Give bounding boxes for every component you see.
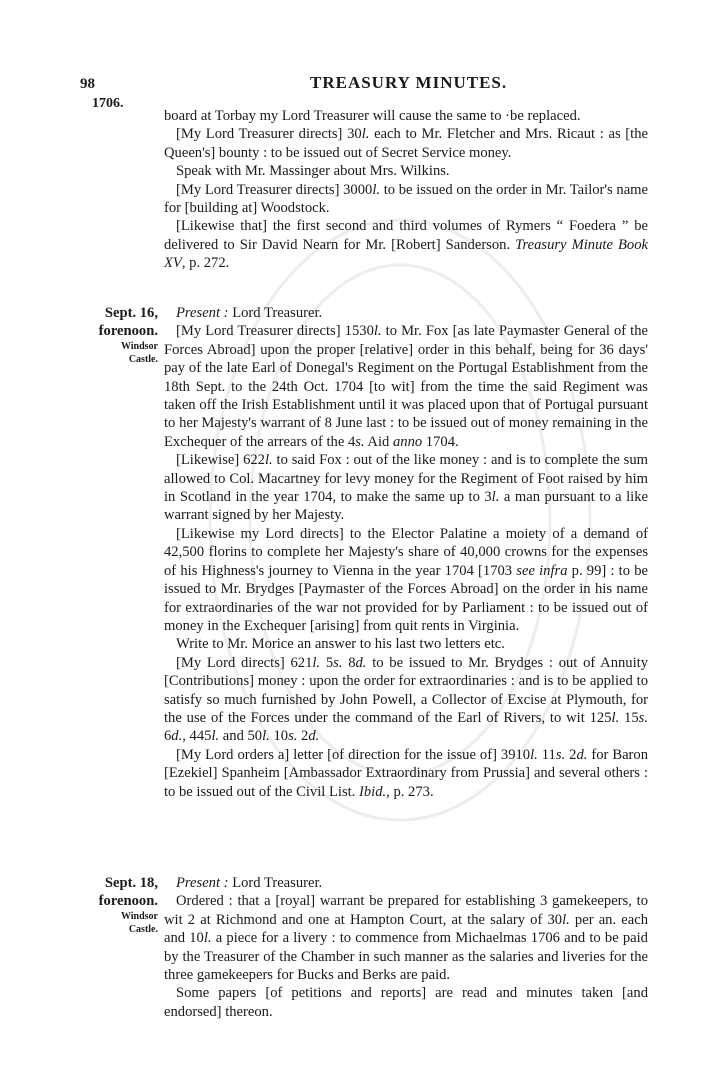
paragraph	[164, 874, 648, 892]
text-run: l.	[211, 728, 220, 745]
date-margin-note	[70, 874, 158, 936]
text-run: l.	[264, 452, 273, 469]
text-run: 2	[297, 728, 309, 745]
text-run: 10	[269, 728, 289, 745]
text-run: a piece for a livery : to commence from Michaelmas 1706 and to be paid by the Treasurer of the Chamber in such manner as the salaries and liveries for the three gamekeepers for Bucks and Berks are paid.	[164, 930, 648, 984]
text-run: l.	[203, 930, 212, 947]
text-run: , 445	[182, 728, 212, 745]
text-run: board at Torbay my Lord Treasurer will cause the same to	[164, 108, 506, 124]
text-run: ·be replaced.	[505, 108, 581, 124]
text-run: Lord Treasurer.	[228, 305, 323, 321]
margin-place2: Castle.	[128, 924, 158, 935]
text-run: per an. each and 10	[164, 911, 648, 947]
text-run: a man pursuant to a like warrant signed by her Majesty.	[164, 489, 649, 524]
text-run: to be issued to Mr. Brydges : out of Annuity [Contributions] money : upon the order for extraordinaries : and is to be applied to satisfy so much furnished by John Powell, a Collector of Excise at Plymouth, for the use of the Forces under the command of the Earl of Rivers, to wit 125	[164, 654, 649, 726]
text-run: 1704.	[422, 433, 459, 450]
text-run: Speak with Mr. Massinger about Mrs. Wilkins.	[176, 163, 450, 180]
text-run: Lord Treasurer.	[228, 875, 323, 891]
text-run: s.	[638, 709, 648, 726]
paragraph	[164, 984, 648, 1021]
text-run: 5	[320, 654, 334, 671]
text-run: 2	[565, 746, 577, 763]
margin-place2: Castle.	[128, 354, 158, 365]
paragraph	[164, 746, 648, 801]
text-run: Ordered : that a [royal] warrant be prepared for establishing 3 gamekeepers, to wit 2 at Richmond and one at Hampton Court, at the salary of 30	[164, 893, 648, 928]
text-run: l.	[312, 654, 321, 671]
text-run: l.	[372, 181, 381, 198]
paragraph	[164, 451, 648, 525]
text-run: Aid	[364, 433, 393, 450]
paragraph	[164, 525, 648, 635]
text-run: [My Lord Treasurer directs] 1530	[176, 323, 374, 340]
text-run: for Baron [Ezekiel] Spanheim [Ambassador Extraordinary from Prussia] and several others : to be issued out of the Civil List.	[164, 746, 649, 800]
text-run: d.	[308, 728, 320, 745]
running-head: TREASURY MINUTES.	[310, 73, 508, 92]
paragraph	[164, 217, 648, 272]
date-margin-note	[70, 304, 158, 366]
text-run: s.	[288, 728, 298, 745]
text-run: see infra	[516, 562, 568, 579]
text-run: [My Lord orders a] letter [of direction for the issue of] 3910	[176, 746, 531, 763]
text-run: l.	[611, 709, 620, 726]
text-run: to be issued on the order in Mr. Tailor's name for [building at] Woodstock.	[164, 181, 648, 217]
text-run: s.	[333, 654, 343, 671]
text-run: anno	[392, 433, 423, 450]
text-run: Present :	[176, 875, 229, 891]
paragraph	[164, 654, 648, 746]
text-run: , p. 272.	[181, 255, 230, 272]
margin-place1: Windsor	[120, 911, 158, 922]
paragraph	[164, 162, 648, 180]
text-run: d.	[171, 728, 183, 745]
text-run: 6	[164, 728, 172, 745]
text-run: d.	[355, 654, 367, 671]
text-run: l.	[373, 323, 382, 340]
text-run: , p. 273.	[386, 783, 434, 800]
text-run: Ibid.	[358, 783, 387, 800]
text-run: Some papers [of petitions and reports] are read and minutes taken [and endorsed] thereon.	[164, 985, 648, 1020]
text-run: [Likewise] 622	[176, 452, 265, 469]
text-run: l.	[562, 911, 570, 928]
text-run: l.	[262, 728, 270, 745]
text-run: Present :	[176, 305, 229, 321]
text-run: [My Lord Treasurer directs] 3000	[176, 181, 373, 198]
paragraph	[164, 125, 648, 162]
text-run: each to Mr. Fletcher and Mrs. Ricaut : as [the Queen's] bounty : to be issued out of Secret Service money.	[164, 126, 648, 161]
text-run: s.	[555, 746, 566, 763]
text-run: Write to Mr. Morice an answer to his last two letters etc.	[176, 636, 505, 653]
text-run: Treasury Minute Book XV	[164, 236, 648, 272]
text-run: to Mr. Fox [as late Paymaster General of the Forces Abroad] upon the proper [relative] order in this behalf, being for 36 days' pay of the late Earl of Donegal's Regiment on the Portugal Establishment from the 18th Sept. to the 24th Oct. 1704 [to wit] from the time the said Regiment was taken off the Irish Establishment until it was placed upon that of Portugal pursuant to her Majesty's warrant of 8 June last : to be issued out of money remaining in the Exchequer of the arrears of the 4	[164, 323, 649, 450]
paragraph	[164, 322, 648, 451]
paragraph	[164, 892, 648, 984]
text-run: l.	[361, 126, 370, 143]
text-run: 11	[537, 746, 556, 763]
text-run: 15	[619, 709, 639, 726]
text-run: l.	[491, 489, 500, 506]
paragraph	[164, 181, 648, 218]
year-margin-note: 1706.	[92, 96, 124, 111]
text-run: s.	[355, 433, 365, 450]
minute-entry	[164, 107, 648, 273]
minute-entry	[164, 304, 648, 801]
margin-date: Sept. 16,	[104, 305, 158, 321]
text-run: d.	[576, 746, 588, 763]
margin-time: forenoon.	[98, 323, 158, 339]
text-run: 8	[342, 654, 356, 671]
margin-date: Sept. 18,	[104, 875, 158, 891]
text-run: [Likewise that] the first second and third volumes of Rymers “ Foedera ” be delivered to Sir David Nearn for Mr. [Robert] Sanderson.	[164, 218, 648, 253]
text-run: [My Lord Treasurer directs] 30	[176, 126, 362, 143]
text-run: [My Lord directs] 621	[176, 654, 313, 671]
text-run: to said Fox : out of the like money : and is to complete the sum allowed to Col. Macartney for levy money for the Regiment of Foot raised by him in Scotland in the year 1704, to make the same up to 3	[164, 452, 648, 506]
paragraph	[164, 304, 648, 322]
minute-entry	[164, 874, 648, 1021]
paragraph	[164, 107, 648, 125]
text-run: and 50	[219, 728, 263, 745]
page-number: 98	[80, 76, 95, 92]
paragraph	[164, 635, 648, 653]
margin-time: forenoon.	[98, 893, 158, 909]
text-run: l.	[530, 746, 538, 763]
text-run: p. 99] : to be issued to Mr. Brydges [Paymaster of the Forces Abroad] on the order in his name for extraordinaries of the war not provided for by Parliament : to be issued out of money in the Exchequer [arising] from quit rents in Virginia.	[164, 562, 648, 634]
margin-place1: Windsor	[120, 341, 158, 352]
text-run: [Likewise my Lord directs] to the Elector Palatine a moiety of a demand of 42,500 florins to complete her Majesty's share of 40,000 crowns for the expenses of his Highness's journey to Vienna in the year 1704 [1703	[164, 525, 648, 579]
